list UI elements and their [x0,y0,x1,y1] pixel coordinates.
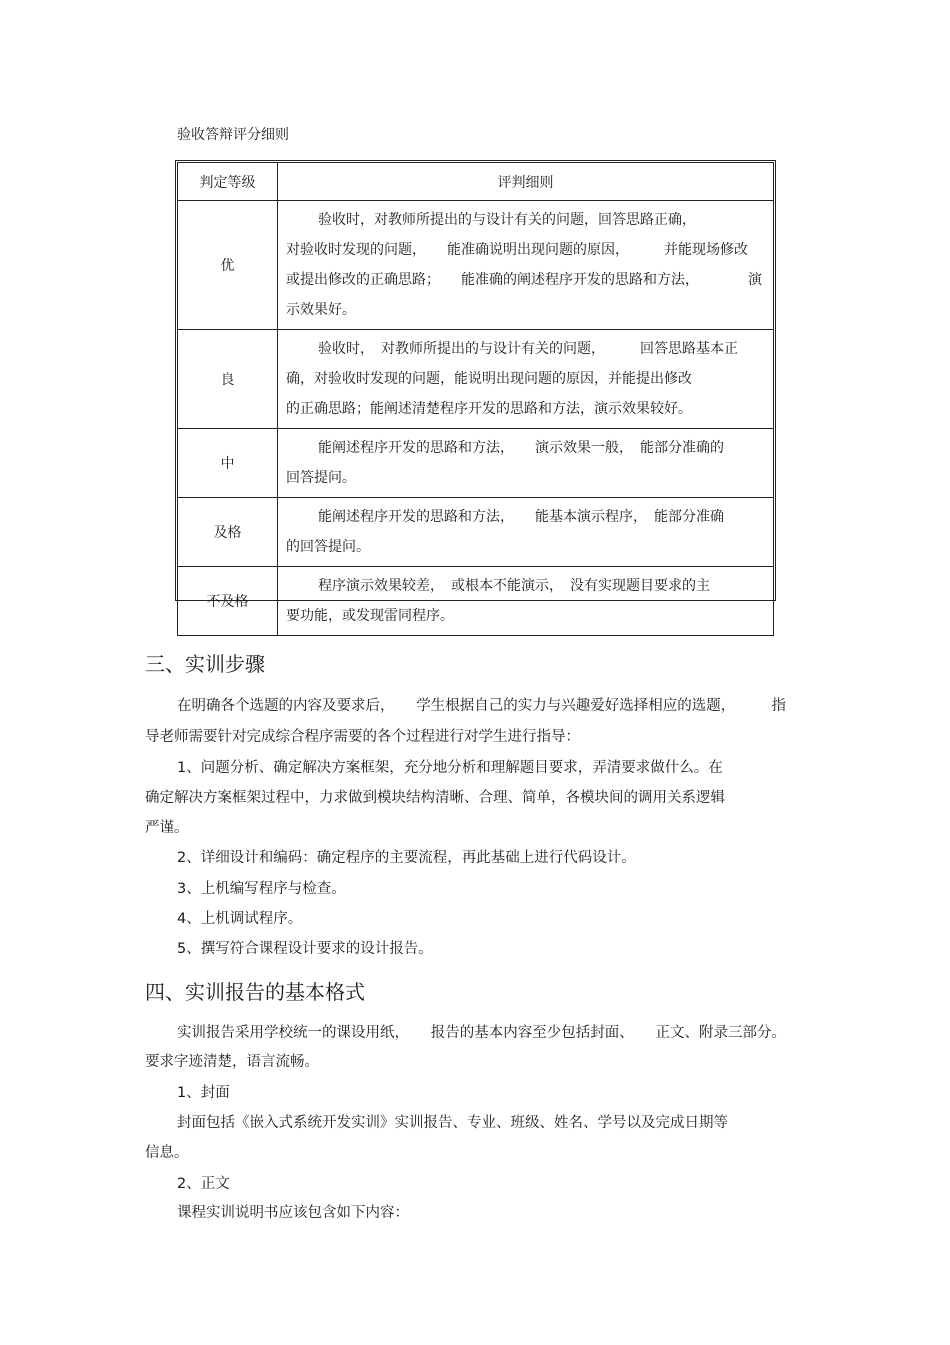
detail-line: 确，对验收时发现的问题，能说明出现问题的原因，并能提出修改 [286,371,692,387]
detail-cell [278,567,774,636]
section3-item-2: 2、详细设计和编码：确定程序的主要流程，再此基础上进行代码设计。 [177,850,636,866]
grading-table [177,162,774,636]
table-caption: 验收答辩评分细则 [177,127,289,143]
section3-item-1: 1、问题分析、确定解决方案框架，充分地分析和理解题目要求，弄清要求做什么。在 [177,760,723,776]
section3-item-4: 4、上机调试程序。 [177,911,303,927]
section4-sub-2-line: 课程实训说明书应该包含如下内容： [177,1205,409,1221]
header-detail: 评判细则 [278,163,774,201]
detail-line: 验收时， 对教师所提出的与设计有关的问题， 回答思路基本正 [318,341,738,357]
table-row [178,429,774,498]
grade-cell: 优 [178,201,278,330]
detail-cell [278,201,774,330]
section4-para-line: 实训报告采用学校统一的课设用纸， 报告的基本内容至少包括封面、 正文、附录三部分。 [177,1025,786,1041]
table-row [178,201,774,330]
detail-line: 程序演示效果较差， 或根本不能演示， 没有实现题目要求的主 [318,578,710,594]
detail-cell [278,498,774,567]
section3-item-1-cont: 严谨。 [145,820,189,836]
grade-cell: 不及格 [178,567,278,636]
detail-cell [278,429,774,498]
detail-line: 要功能，或发现雷同程序。 [286,608,454,624]
section4-sub-2: 2、正文 [177,1176,230,1192]
table-row [178,498,774,567]
detail-line: 对验收时发现的问题， 能准确说明出现问题的原因， 并能现场修改 [286,242,748,258]
section4-sub-1-line: 信息。 [145,1145,189,1161]
section3-para-line: 导老师需要针对完成综合程序需要的各个过程进行对学生进行指导： [145,729,580,745]
section4-sub-1: 1、封面 [177,1085,230,1101]
grade-cell: 中 [178,429,278,498]
table-row [178,567,774,636]
section4-sub-1-line: 封面包括《嵌入式系统开发实训》实训报告、专业、班级、姓名、学号以及完成日期等 [177,1115,728,1131]
detail-cell [278,330,774,429]
section3-title: 三、实训步骤 [145,652,265,676]
section4-para-line: 要求字迹清楚，语言流畅。 [145,1054,319,1070]
detail-line: 的回答提问。 [286,539,370,555]
section4-title: 四、实训报告的基本格式 [145,980,365,1004]
detail-line: 的正确思路；能阐述清楚程序开发的思路和方法，演示效果较好。 [286,401,692,417]
section3-item-5: 5、撰写符合课程设计要求的设计报告。 [177,941,433,957]
section3-item-1-cont: 确定解决方案框架过程中，力求做到模块结构清晰、合理、简单，各模块间的调用关系逻辑 [145,790,725,806]
header-grade: 判定等级 [178,163,278,201]
table-header-row [178,163,774,201]
detail-line: 示效果好。 [286,302,356,318]
section3-item-3: 3、上机编写程序与检查。 [177,881,346,897]
table-row [178,330,774,429]
grade-cell: 及格 [178,498,278,567]
detail-line: 能阐述程序开发的思路和方法， 演示效果一般， 能部分准确的 [318,440,724,456]
section3-para-line: 在明确各个选题的内容及要求后， 学生根据自己的实力与兴趣爱好选择相应的选题， 指 [177,698,786,714]
detail-line: 验收时，对教师所提出的与设计有关的问题，回答思路正确， [318,212,696,228]
detail-line: 回答提问。 [286,470,356,486]
detail-line: 能阐述程序开发的思路和方法， 能基本演示程序， 能部分准确 [318,509,724,525]
grade-cell: 良 [178,330,278,429]
detail-line: 或提出修改的正确思路； 能准确的阐述程序开发的思路和方法， 演 [286,272,762,288]
